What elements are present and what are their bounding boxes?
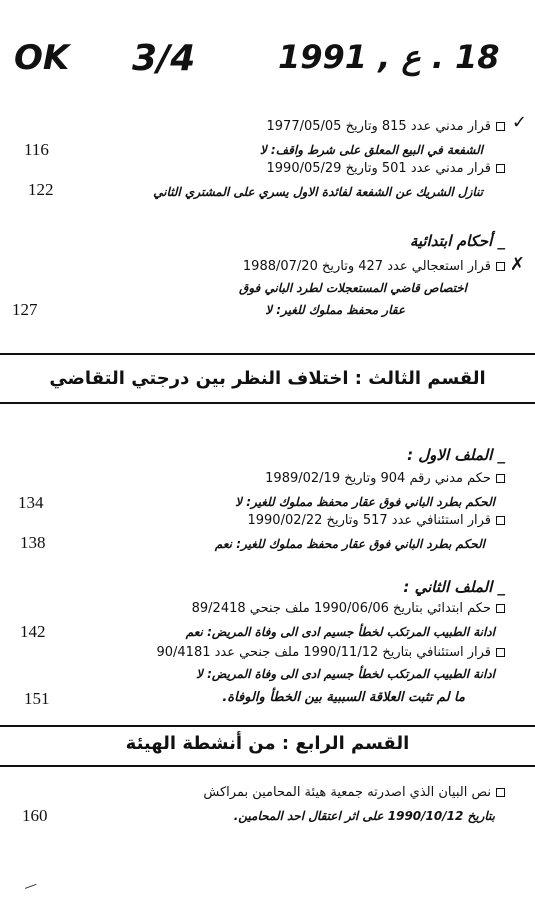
page-number: 142 <box>20 622 46 641</box>
item-text: حكم ابتدائي بتاريخ 1990/06/06 ملف جنحي 89/2418 <box>191 601 491 616</box>
group-title: _ أحكام ابتدائية <box>409 232 505 250</box>
item-text: قرار مدني عدد 501 وتاريخ 1990/05/29 <box>266 161 491 176</box>
section-title: القسم الثالث : اختلاف النظر بين درجتي التقاضي <box>49 368 486 389</box>
item-subtext: عقار محفظ مملوك للغير: لا <box>265 303 405 317</box>
page-number: 134 <box>18 493 44 512</box>
section-divider <box>0 725 535 727</box>
item-text: قرار استئنافي بتاريخ 1990/11/12 ملف جنحي عدد 90/4181 <box>156 645 491 660</box>
item-subtext: الحكم بطرد الباني فوق عقار محفظ مملوك للغير: لا <box>235 495 495 509</box>
header-ok: OK <box>14 38 70 78</box>
item-text: حكم مدني رقم 904 وتاريخ 1989/02/19 <box>265 471 491 486</box>
checkbox-square-icon <box>496 516 505 525</box>
section-divider <box>0 353 535 355</box>
list-item <box>243 258 505 276</box>
page-number: 127 <box>12 300 38 319</box>
list-item <box>247 512 505 530</box>
page-number: 160 <box>22 806 48 825</box>
checkbox-square-icon <box>496 604 505 613</box>
page-number: 122 <box>28 180 54 199</box>
item-subtext: ادانة الطبيب المرتكب لخطأ جسيم ادى الى وفاة المريض: لا <box>196 667 495 681</box>
list-item <box>156 644 505 662</box>
handwritten-cross-mark: ✗ <box>509 254 525 275</box>
list-item <box>267 160 505 178</box>
list-item <box>203 784 505 802</box>
group-title: _ الملف الثاني : <box>403 578 505 596</box>
checkbox-square-icon <box>496 788 505 797</box>
handwritten-check-mark: ✓ <box>511 112 527 133</box>
header-ref: 18 . ع , 1991 <box>278 38 500 76</box>
item-subtext: بتاريخ 1990/10/12 على اثر اعتقال احد المحامين. <box>233 809 495 823</box>
page-number: 151 <box>24 689 50 708</box>
page-number: 138 <box>20 533 46 552</box>
item-subtext: اختصاص قاضي المستعجلات لطرد الباني فوق <box>239 281 467 295</box>
checkbox-square-icon <box>496 262 505 271</box>
item-text: قرار استعجالي عدد 427 وتاريخ 1988/07/20 <box>242 259 491 274</box>
checkbox-square-icon <box>496 474 505 483</box>
item-subtext: الشفعة في البيع المعلق على شرط واقف: لا <box>259 143 483 157</box>
stray-pen-mark <box>24 880 37 889</box>
header-fraction: 3/4 <box>132 38 196 79</box>
list-item <box>192 600 505 618</box>
section-divider <box>0 402 535 404</box>
list-item <box>267 118 505 136</box>
item-subtext: الحكم بطرد الباني فوق عقار محفظ مملوك للغير: نعم <box>214 537 485 551</box>
item-subtext: تنازل الشريك عن الشفعة لفائدة الاول يسري على المشتري الثاني <box>153 185 483 199</box>
item-subtext: ما لم تثبت العلاقة السببية بين الخطأ والوفاة. <box>222 690 465 705</box>
checkbox-square-icon <box>496 122 505 131</box>
item-text: قرار مدني عدد 815 وتاريخ 1977/05/05 <box>266 119 491 134</box>
list-item <box>265 470 505 488</box>
checkbox-square-icon <box>496 164 505 173</box>
item-text: قرار استئنافي عدد 517 وتاريخ 1990/02/22 <box>247 513 491 528</box>
item-subtext: ادانة الطبيب المرتكب لخطأ جسيم ادى الى وفاة المريض: نعم <box>185 625 495 639</box>
section-title: القسم الرابع : من أنشطة الهيئة <box>125 733 410 754</box>
checkbox-square-icon <box>496 648 505 657</box>
group-title: _ الملف الاول : <box>407 446 505 464</box>
item-text: نص البيان الذي اصدرته جمعية هيئة المحامين بمراكش <box>203 785 491 800</box>
page-number: 116 <box>24 140 49 159</box>
section-divider <box>0 765 535 767</box>
